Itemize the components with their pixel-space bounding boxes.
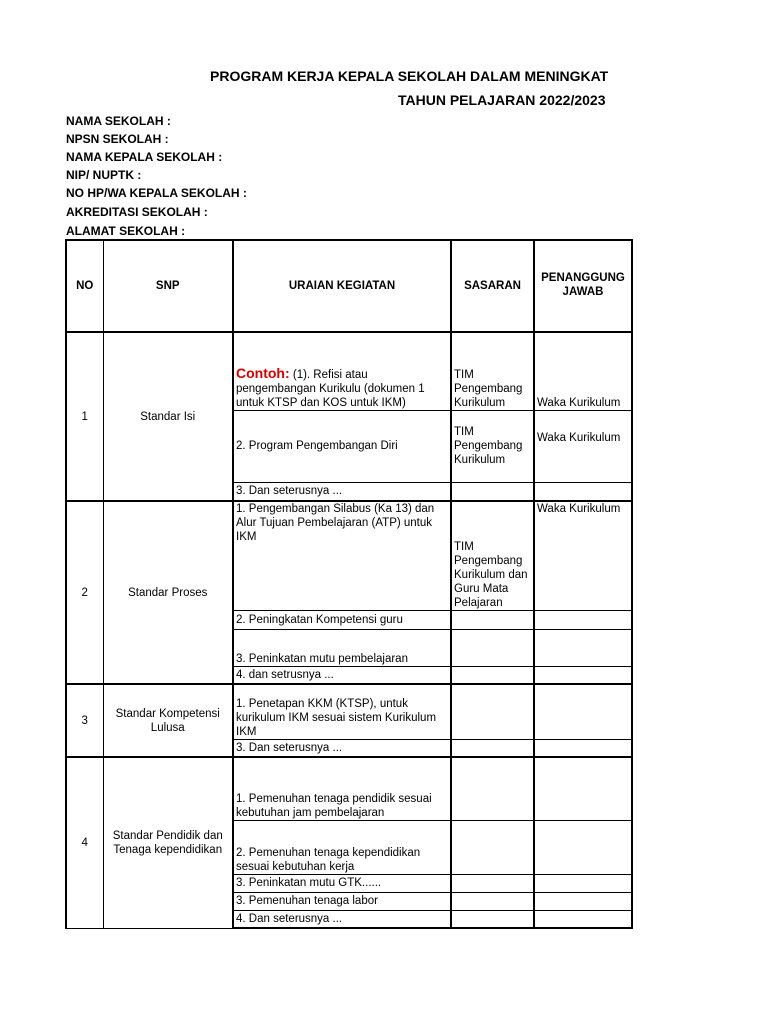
pj-cell: [534, 482, 632, 501]
header-snp: SNP: [103, 240, 233, 332]
pj-cell: [534, 757, 632, 820]
uraian-cell: 3. Dan seterusnya ...: [233, 482, 451, 501]
document-year: TAHUN PELAJARAN 2022/2023: [398, 92, 606, 108]
uraian-cell: 1. Pemenuhan tenaga pendidik sesuai kebutuhan jam pembelajaran: [233, 757, 451, 820]
header-penanggung-jawab: PENANGGUNG JAWAB: [534, 240, 632, 332]
table-row: [66, 684, 632, 739]
sasaran-cell: [451, 610, 534, 629]
nip-label: NIP/ NUPTK :: [66, 168, 142, 182]
uraian-cell: 2. Program Pengembangan Diri: [233, 410, 451, 482]
uraian-cell: 3. Pemenuhan tenaga labor: [233, 892, 451, 910]
pj-cell: Waka Kurikulum: [534, 410, 632, 482]
header-uraian: URAIAN KEGIATAN: [233, 240, 451, 332]
pj-cell: [534, 874, 632, 892]
row-number: 4: [66, 757, 103, 928]
table-row: [66, 332, 632, 410]
pj-cell: [534, 892, 632, 910]
sasaran-cell: [451, 820, 534, 874]
sasaran-cell: TIM Pengembang Kurikulum: [451, 332, 534, 410]
snp-name: Standar Pendidik dan Tenaga kependidikan: [103, 757, 233, 928]
table-row: [66, 501, 632, 610]
npsn-label: NPSN SEKOLAH :: [66, 132, 169, 146]
sasaran-cell: [451, 910, 534, 928]
nama-sekolah-label: NAMA SEKOLAH :: [66, 114, 171, 128]
program-table: [65, 239, 633, 929]
header-no: NO: [66, 240, 103, 332]
uraian-cell: 1. Penetapan KKM (KTSP), untuk kurikulum IKM sesuai sistem Kurikulum IKM: [233, 684, 451, 739]
uraian-text: (1). Refisi atau pengembangan Kurikulu (dokumen 1 untuk KTSP dan KOS untuk IKM): [236, 368, 425, 409]
uraian-cell: [233, 332, 451, 410]
row-number: 1: [66, 332, 103, 501]
sasaran-cell: TIM Pengembang Kurikulum: [451, 410, 534, 482]
pj-cell: [534, 739, 632, 757]
contoh-label: Contoh:: [236, 364, 290, 381]
pj-cell: [534, 629, 632, 666]
uraian-cell: 4. Dan seterusnya ...: [233, 910, 451, 928]
uraian-cell: 3. Peninkatan mutu GTK......: [233, 874, 451, 892]
nama-kepala-label: NAMA KEPALA SEKOLAH :: [66, 150, 223, 164]
snp-name: Standar Isi: [103, 332, 233, 501]
sasaran-cell: [451, 482, 534, 501]
sasaran-cell: TIM Pengembang Kurikulum dan Guru Mata Pelajaran: [451, 501, 534, 610]
no-hp-label: NO HP/WA KEPALA SEKOLAH :: [66, 186, 247, 200]
pj-cell: [534, 610, 632, 629]
uraian-cell: 3. Dan seterusnya ...: [233, 739, 451, 757]
sasaran-cell: [451, 757, 534, 820]
pj-cell: Waka Kurikulum: [534, 501, 632, 610]
sasaran-cell: [451, 629, 534, 666]
akreditasi-label: AKREDITASI SEKOLAH :: [66, 205, 208, 219]
uraian-cell: 4. dan setrusnya ...: [233, 666, 451, 684]
pj-cell: [534, 666, 632, 684]
pj-cell: [534, 820, 632, 874]
row-number: 2: [66, 501, 103, 684]
pj-cell: Waka Kurikulum: [534, 332, 632, 410]
snp-name: Standar Proses: [103, 501, 233, 684]
pj-cell: [534, 910, 632, 928]
snp-name: Standar Kompetensi Lulusa: [103, 684, 233, 757]
sasaran-cell: [451, 739, 534, 757]
table-row: [66, 757, 632, 820]
uraian-cell: 2. Pemenuhan tenaga kependidikan sesuai kebutuhan kerja: [233, 820, 451, 874]
table-header-row: [66, 240, 632, 332]
uraian-cell: 3. Peninkatan mutu pembelajaran: [233, 629, 451, 666]
uraian-cell: 2. Peningkatan Kompetensi guru: [233, 610, 451, 629]
uraian-cell: 1. Pengembangan Silabus (Ka 13) dan Alur Tujuan Pembelajaran (ATP) untuk IKM: [233, 501, 451, 610]
sasaran-cell: [451, 892, 534, 910]
sasaran-cell: [451, 684, 534, 739]
header-sasaran: SASARAN: [451, 240, 534, 332]
sasaran-cell: [451, 874, 534, 892]
alamat-label: ALAMAT SEKOLAH :: [66, 224, 186, 238]
sasaran-cell: [451, 666, 534, 684]
document-title: PROGRAM KERJA KEPALA SEKOLAH DALAM MENINGKAT: [210, 68, 609, 84]
row-number: 3: [66, 684, 103, 757]
pj-cell: [534, 684, 632, 739]
